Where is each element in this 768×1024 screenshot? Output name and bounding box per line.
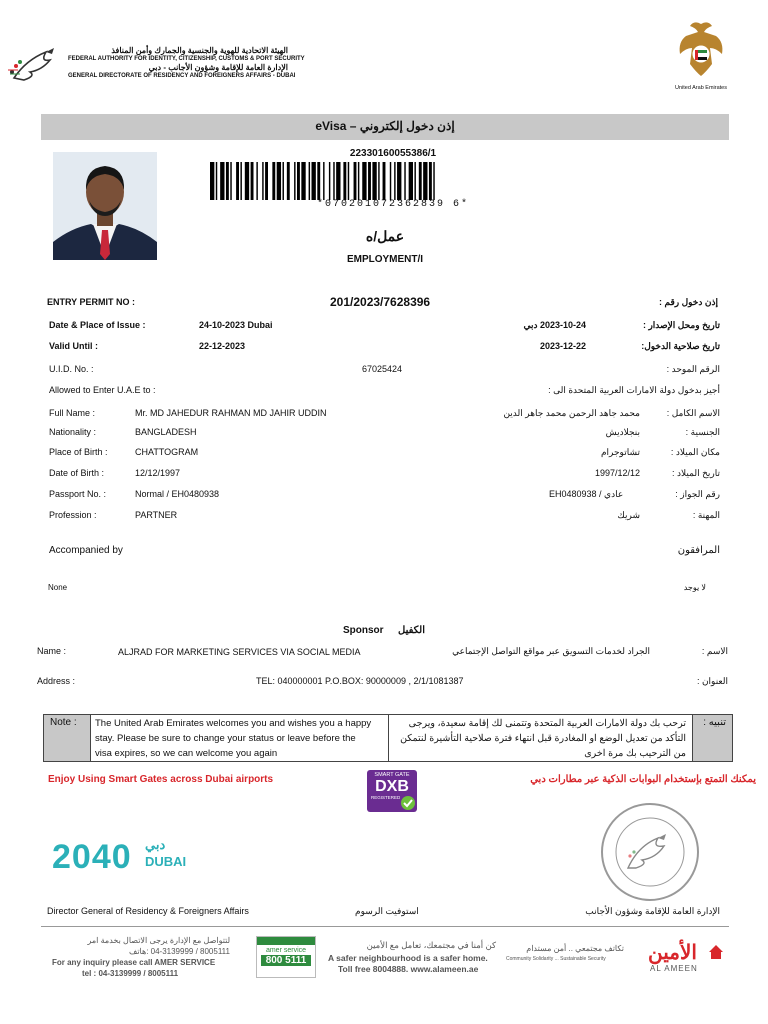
- note-label-cell: [44, 715, 90, 761]
- profession-value: PARTNER: [135, 510, 178, 520]
- barcode-bar: [262, 162, 263, 200]
- barcode-bar: [216, 162, 217, 200]
- dob-label: Date of Birth :: [49, 468, 105, 478]
- valid-value-ar: 2023-12-22: [539, 341, 586, 351]
- passport-value: Normal / EH0480938: [135, 489, 220, 499]
- issue-label-ar: تاريخ ومحل الإصدار :: [642, 320, 720, 330]
- barcode: [208, 162, 578, 200]
- barcode-bar: [348, 162, 349, 200]
- director-ar: الإدارة العامة للإقامة وشؤون الأجانب: [585, 906, 720, 916]
- footer-divider: [41, 926, 729, 927]
- barcode-bar: [354, 162, 357, 200]
- barcode-bar: [358, 162, 359, 200]
- barcode-bar: [390, 162, 391, 200]
- amer-ar-1: لتتواصل مع الإدارة يرجى الاتصال بخدمة امر: [87, 936, 230, 945]
- barcode-bar: [414, 162, 415, 200]
- barcode-bar: [236, 162, 239, 200]
- sponsor-name-value-ar: الجراد لخدمات التسويق عبر مواقع التواصل الإجتماعي: [452, 646, 650, 656]
- alameen-ar: كن أمنا في مجتمعك، تعامل مع الأمين: [366, 940, 496, 950]
- amer-en-1: For any inquiry please call AMER SERVICE: [52, 958, 216, 967]
- passport-value-ar: EH0480938 / عادي: [549, 489, 624, 499]
- smart-gates-en: Enjoy Using Smart Gates across Dubai airports: [48, 774, 274, 785]
- sponsor-address-label-ar: العنوان :: [696, 676, 728, 686]
- barcode-bar: [409, 162, 413, 200]
- valid-label-ar: تاريخ صلاحية الدخول:: [641, 341, 720, 351]
- nationality-label-ar: الجنسية :: [685, 427, 720, 437]
- accompanied-label-ar: المرافقون: [677, 545, 720, 556]
- issue-value: 24-10-2023 Dubai: [199, 320, 273, 330]
- barcode-bar: [301, 162, 305, 200]
- barcode-bar: [256, 162, 257, 200]
- alameen-en-1: A safer neighbourhood is a safer home.: [328, 953, 488, 963]
- authority-ar: الهيئة الاتحادية للهوية والجنسية والجمارك وأمن المنافذ: [111, 46, 288, 55]
- smart-gates-ar: يمكنك التمتع بإستخدام البوابات الذكية عبر مطارات دبي: [530, 774, 756, 785]
- uid-label-ar: الرقم الموحد :: [666, 364, 720, 374]
- barcode-text: *070201072362839 6*: [316, 199, 470, 210]
- dubai-2040-number: 2040: [52, 838, 132, 876]
- name-label-ar: الاسم الكامل :: [666, 408, 720, 418]
- dubai-2040-en: DUBAI: [145, 854, 187, 869]
- alameen-small-ar: تكاتف مجتمعي .. أمن مستدام: [526, 944, 624, 953]
- amer-en-2: tel : 04-3139999 / 8005111: [82, 969, 179, 978]
- amer-ar-2: 8005111 / 04-3139999 :هاتف: [129, 947, 230, 956]
- barcode-bar: [277, 162, 281, 200]
- profession-label: Profession :: [49, 510, 97, 520]
- passport-label-ar: رقم الجواز :: [675, 489, 720, 499]
- barcode-bar: [394, 162, 395, 200]
- name-value: Mr. MD JAHEDUR RAHMAN MD JAHIR UDDIN: [135, 408, 327, 418]
- barcode-bar: [372, 162, 376, 200]
- note-label: Note :: [50, 717, 77, 728]
- barcode-bar: [245, 162, 249, 200]
- barcode-bar: [210, 162, 214, 200]
- sponsor-address-label: Address :: [37, 676, 76, 686]
- barcode-bar: [297, 162, 300, 200]
- barcode-bar: [329, 162, 330, 200]
- barcode-bar: [336, 162, 340, 200]
- barcode-bar: [294, 162, 295, 200]
- barcode-bar: [312, 162, 316, 200]
- smart-gate-badge-top: SMART GATE: [374, 772, 410, 778]
- sponsor-name-value: ALJRAD FOR MARKETING SERVICES VIA SOCIAL MEDIA: [118, 647, 361, 657]
- check-icon: [401, 796, 415, 810]
- dob-value-ar: 1997/12/12: [594, 468, 640, 478]
- sponsor-name-label-ar: الاسم :: [701, 646, 728, 656]
- nationality-label: Nationality :: [49, 427, 97, 437]
- barcode-bar: [220, 162, 224, 200]
- amer-badge-number: 800 5111: [261, 955, 311, 966]
- note-box: [43, 714, 733, 762]
- barcode-bar: [240, 162, 241, 200]
- note-text-en: The United Arab Emirates welcomes you and wishes you a happy stay. Please be sure to change your status or leave before the visa expires, so we can welcome you again: [95, 718, 372, 759]
- sponsor-name-label: Name :: [37, 646, 67, 656]
- barcode-bar: [362, 162, 366, 200]
- barcode-bar: [287, 162, 290, 200]
- uid-label: U.I.D. No. :: [49, 364, 94, 374]
- dob-label-ar: تاريخ الميلاد :: [672, 468, 720, 478]
- profession-value-ar: شريك: [617, 510, 640, 520]
- accompanied-value-ar: لا يوجد: [683, 583, 706, 592]
- barcode-bar: [265, 162, 268, 200]
- barcode-bar: [283, 162, 284, 200]
- barcode-bar: [251, 162, 254, 200]
- uae-emblem: [672, 18, 730, 92]
- barcode-bar: [433, 162, 434, 200]
- barcode-bar: [378, 162, 379, 200]
- barcode-bar: [309, 162, 310, 200]
- uid-value: 67025424: [362, 364, 403, 374]
- amer-badge-top: amer service: [265, 947, 307, 954]
- name-value-ar: محمد جاهد الرحمن محمد جاهر الدين: [503, 408, 640, 418]
- issue-value-ar: 2023-10-24 دبي: [523, 320, 586, 330]
- barcode-bar: [317, 162, 320, 200]
- barcode-bar: [333, 162, 334, 200]
- alameen-house-icon: [708, 944, 724, 960]
- allowed-label: Allowed to Enter U.A.E to :: [49, 385, 156, 395]
- barcode-number: 22330160055386/1: [349, 148, 437, 159]
- entry-permit-value: 201/2023/7628396: [330, 295, 431, 309]
- barcode-bar: [397, 162, 401, 200]
- passport-label: Passport No. :: [49, 489, 107, 499]
- applicant-photo: [53, 152, 157, 260]
- barcode-bar: [272, 162, 275, 200]
- alameen-logo-ar: الأمين: [648, 942, 697, 964]
- sponsor-title-en: Sponsor: [343, 625, 384, 636]
- sponsor-address-value: TEL: 040000001 P.O.BOX: 90000009 , 2/1/1081387: [256, 676, 464, 686]
- evisa-title: eVisa – إذن دخول إلكتروني: [315, 119, 455, 133]
- barcode-bar: [423, 162, 427, 200]
- authority-en: FEDERAL AUTHORITY FOR IDENTITY, CITIZENSHIP, CUSTOMS & PORT SECURITY: [68, 56, 305, 62]
- alameen-logo-en: AL AMEEN: [650, 964, 698, 973]
- valid-label: Valid Until :: [49, 341, 99, 351]
- directorate-en: GENERAL DIRECTORATE OF RESIDENCY AND FOREIGNERS AFFAIRS - DUBAI: [68, 73, 296, 79]
- note-label-ar: تنبيه :: [703, 717, 726, 728]
- name-label: Full Name :: [49, 408, 96, 418]
- pob-value-ar: تشاتوجرام: [600, 447, 640, 457]
- pob-label-ar: مكان الميلاد :: [670, 447, 720, 457]
- director-signature: استوفيت الرسوم: [355, 906, 419, 916]
- authority-text: [68, 46, 305, 80]
- director-en: Director General of Residency & Foreigners Affairs: [47, 906, 249, 916]
- allowed-label-ar: أجيز بدخول دولة الامارات العربية المتحدة الى :: [548, 385, 720, 395]
- barcode-bar: [230, 162, 231, 200]
- barcode-bar: [404, 162, 405, 200]
- accompanied-value: None: [48, 583, 68, 592]
- smart-gate-badge-bottom: REGISTERED: [371, 795, 401, 800]
- valid-value: 22-12-2023: [199, 341, 246, 351]
- dob-value: 12/12/1997: [135, 468, 181, 478]
- profession-label-ar: المهنة :: [692, 510, 720, 520]
- note-label-ar-cell: [693, 715, 732, 761]
- smart-gate-badge-main: DXB: [375, 778, 409, 795]
- pob-label: Place of Birth :: [49, 447, 108, 457]
- note-text-ar: ترحب بك دولة الامارات العربية المتحدة وتتمنى لك إقامة سعيدة، ويرجى التأكد من تعديل الوضع او المغادرة قبل انتهاء فترة صلاحية التأشيرة لنتمكن من الترحيب بك مرة اخرى: [400, 718, 686, 759]
- barcode-bar: [226, 162, 229, 200]
- barcode-bar: [368, 162, 371, 200]
- amer-badge: [256, 936, 316, 978]
- barcode-bar: [429, 162, 432, 200]
- alameen-small-en: Community Solidarity ... Sustainable Security: [506, 956, 606, 962]
- alameen-en-2: Toll free 8004888. www.alameen.ae: [338, 964, 479, 974]
- directorate-ar: الإدارة العامة للإقامة وشؤون الأجانب - دبي: [148, 63, 288, 72]
- barcode-bar: [419, 162, 422, 200]
- nationality-value: BANGLADESH: [135, 427, 197, 437]
- permit-type-en: EMPLOYMENT/I: [346, 254, 424, 265]
- issue-label: Date & Place of Issue :: [49, 320, 146, 330]
- official-stamp: [598, 800, 702, 904]
- pob-value: CHATTOGRAM: [135, 447, 199, 457]
- barcode-bar: [323, 162, 324, 200]
- entry-permit-label: ENTRY PERMIT NO :: [47, 297, 136, 307]
- barcode-bar: [383, 162, 386, 200]
- sponsor-title-ar: الكفيل: [398, 625, 425, 636]
- dubai-2040-ar: دبي: [145, 837, 166, 852]
- accompanied-label: Accompanied by: [49, 545, 123, 556]
- permit-type-ar: عمل/ه: [365, 228, 405, 244]
- nationality-value-ar: بنجلاديش: [605, 427, 640, 437]
- authority-logo: [6, 40, 64, 88]
- uae-label: United Arab Emirates: [675, 85, 727, 91]
- entry-permit-label-ar: إذن دخول رقم :: [658, 297, 718, 307]
- smart-gate-badge: [367, 770, 417, 812]
- barcode-bar: [343, 162, 346, 200]
